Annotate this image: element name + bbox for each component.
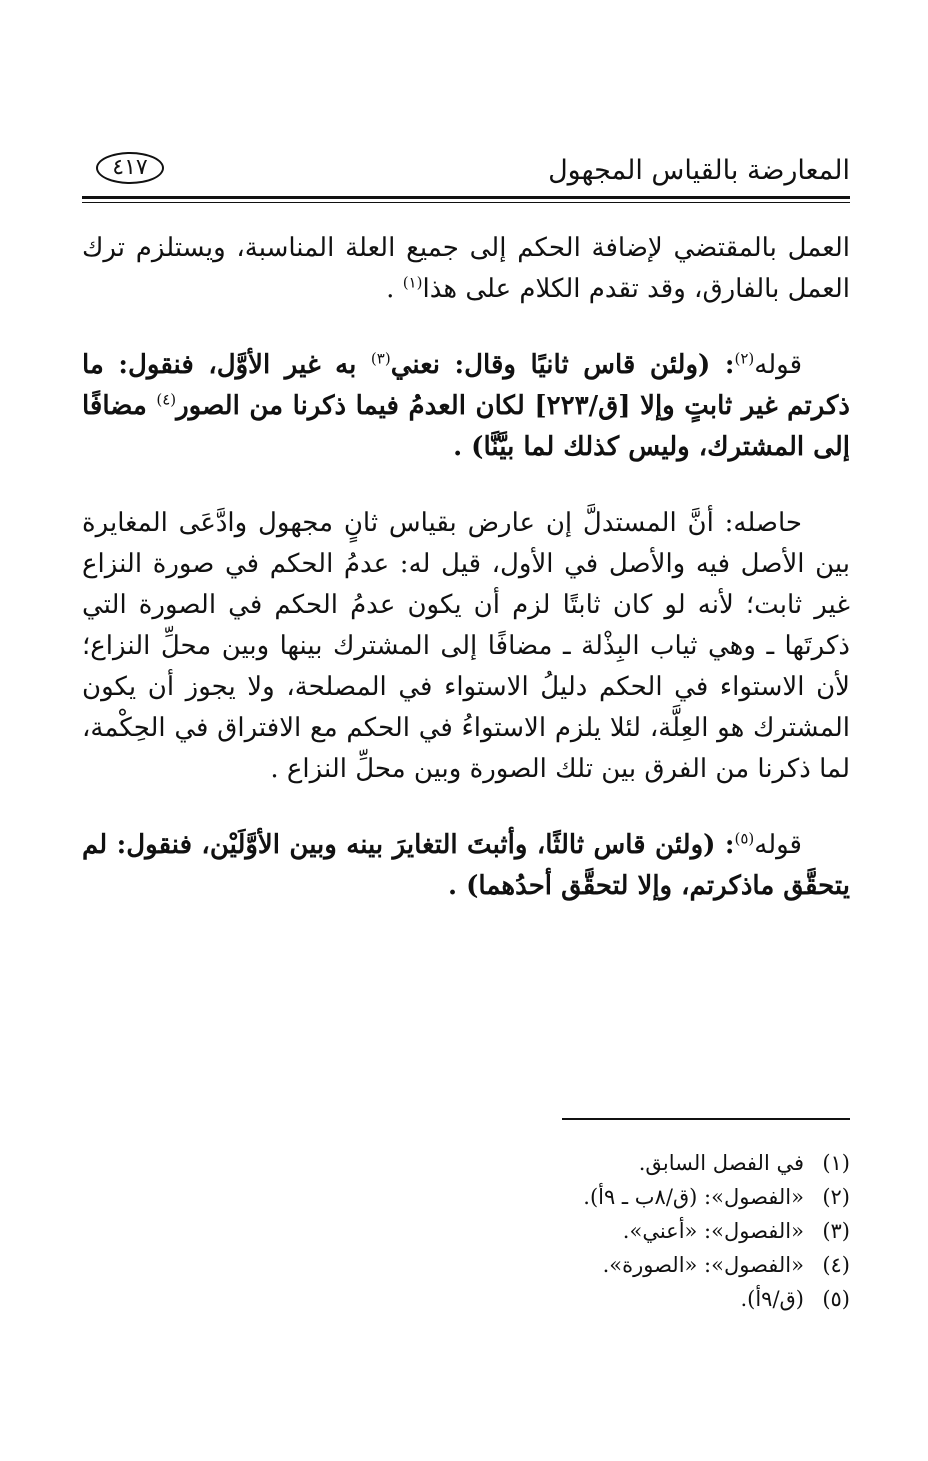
footnote-ref-1: (١) (402, 273, 423, 292)
paragraph-2-part2: به غير الأوَّل، فنقول: ما ذكرتم غير ثابتٍ وإلا [ق/٢٢٣] لكان العدمُ فيما ذكرنا من الصور (82, 350, 850, 421)
footnote-1 (583, 1146, 850, 1180)
chapter-title: المعارضة بالقياس المجهول (548, 155, 850, 186)
footnote-4 (583, 1248, 850, 1282)
paragraph-1-end: . (386, 274, 403, 304)
paragraph-2-part3: مضافًا إلى المشترك، وليس كذلك لما بيَّنَّا) . (82, 391, 850, 462)
footnote-text: «الفصول»: «أعني». (622, 1219, 804, 1243)
main-text (82, 228, 850, 942)
paragraph-4-lead: قوله (754, 830, 802, 860)
footnote-text: «الفصول»: (ق/٨ب ـ ٩أ). (583, 1185, 804, 1209)
footnote-number: (١) (822, 1151, 850, 1175)
footnote-text: «الفصول»: «الصورة». (602, 1253, 804, 1277)
footnote-number: (٣) (822, 1219, 850, 1243)
footnote-ref-3: (٣) (370, 349, 391, 368)
paragraph-2 (82, 345, 850, 468)
paragraph-1 (82, 228, 850, 310)
paragraph-4-rest: : (ولئن قاس ثالثًا، وأثبتَ التغايرَ بينه وبين الأوَّلَيْن، فنقول: لم يتحقَّق ماذكرتم، وإلا لتحقَّق أحدُهما) . (82, 830, 850, 901)
footnote-5 (583, 1282, 850, 1316)
footnote-ref-2: (٢) (734, 349, 755, 368)
paragraph-3 (82, 503, 850, 790)
footnote-text: في الفصل السابق. (638, 1151, 804, 1175)
page-number: ٤١٧ (96, 152, 164, 184)
footnote-text: (ق/٩أ). (740, 1287, 804, 1311)
footnote-number: (٥) (822, 1287, 850, 1311)
footnotes (583, 1146, 850, 1316)
paragraph-2-lead: قوله (754, 350, 803, 380)
paragraph-3-text: حاصله: أنَّ المستدلَّ إن عارض بقياس ثانٍ مجهول وادَّعَى المغايرة بين الأصل فيه والأصل في الأول، قيل له: عدمُ الحكم في صورة النزاع غير ثابت؛ لأنه لو كان ثابتًا لزم أن يكون عدمُ الحكم في الصورة التي ذكرتَها ـ وهي ثياب البِذْلة ـ مضافًا إلى المشترك بينها وبين محلِّ النزاع؛ لأن الاستواء في الحكم دليلُ الاستواء في المصلحة، ولا يجوز أن يكون المشترك هو العِلَّة، لئلا يلزم الاستواءُ في الحكم مع الافتراق في الحِكْمة، لما ذكرنا من الفرق بين تلك الصورة وبين محلِّ النزاع . (82, 508, 850, 784)
footnote-2 (583, 1180, 850, 1214)
footnote-3 (583, 1214, 850, 1248)
footnote-separator (562, 1118, 850, 1120)
running-header (82, 150, 850, 196)
paragraph-4 (82, 825, 850, 907)
footnote-ref-5: (٥) (734, 829, 755, 848)
paragraph-1-text: العمل بالمقتضي لإضافة الحكم إلى جميع العلة المناسبة، ويستلزم ترك العمل بالفارق، وقد تقدم الكلام على هذا (82, 233, 850, 304)
footnote-ref-4: (٤) (156, 390, 177, 409)
header-rule (82, 196, 850, 199)
footnote-number: (٤) (822, 1253, 850, 1277)
paragraph-2-part1: : (ولئن قاس ثانيًا وقال: نعني (390, 350, 735, 380)
footnote-number: (٢) (822, 1185, 850, 1209)
header-rule-thin (82, 202, 850, 203)
